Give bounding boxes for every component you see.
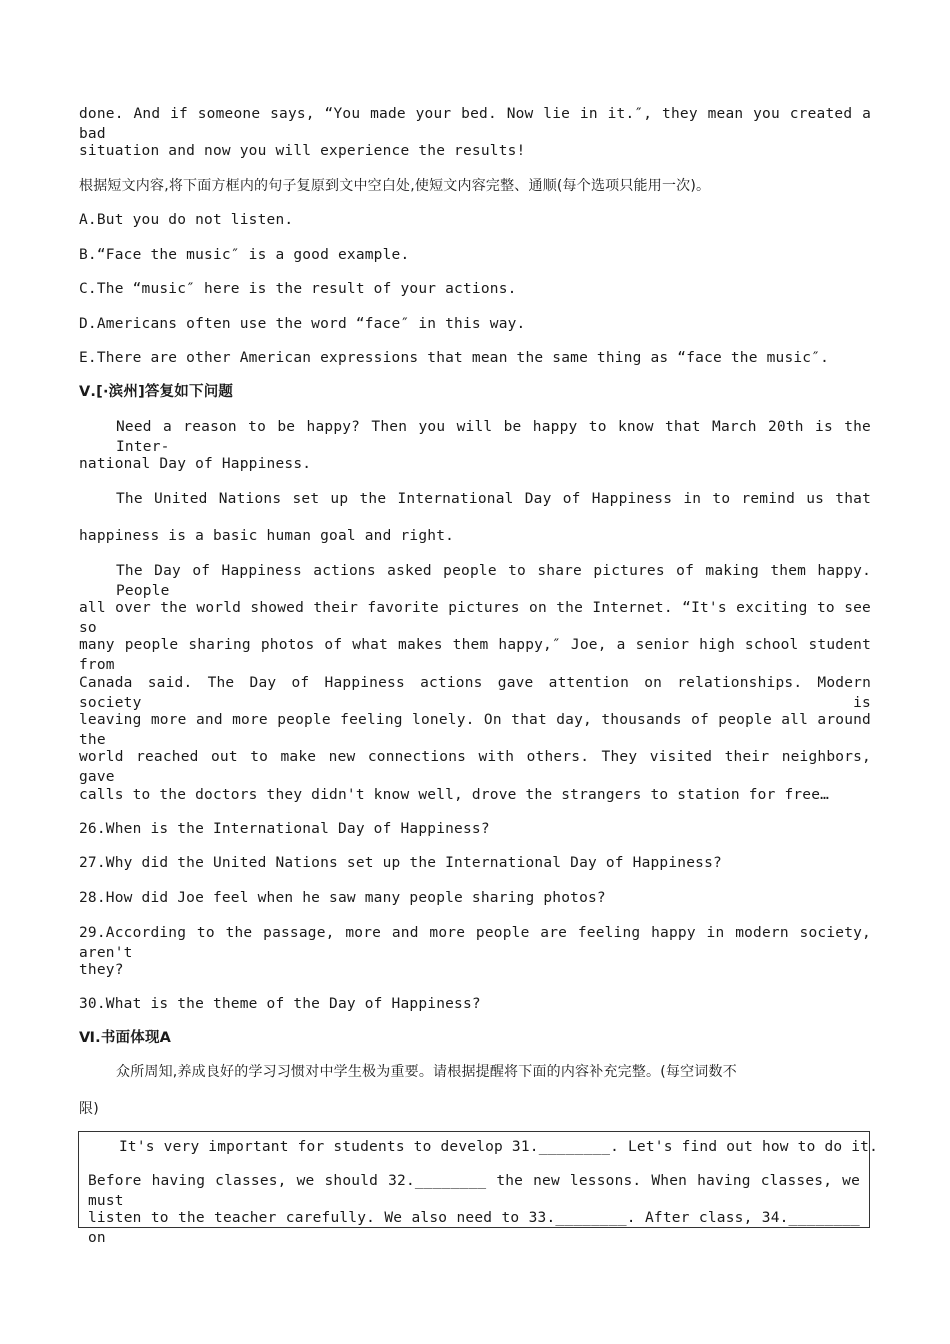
passage-line: many people sharing photos of what makes them happy,″ Joe, a senior high school student from — [79, 637, 871, 673]
option-d: D.Americans often use the word “face″ in this way. — [79, 316, 526, 332]
cloze-box — [78, 1131, 879, 1246]
passage-line: The United Nations set up the International Day of Happiness in to remind us that — [116, 491, 871, 507]
option-b: B.“Face the music″ is a good example. — [79, 247, 410, 263]
cloze-line: listen to the teacher carefully. We also need to 33.________. After class, 34.________ on — [88, 1210, 860, 1246]
passage-line: Canada said. The Day of Happiness actions gave attention on relationships. Modern society is — [79, 675, 871, 711]
option-e: E.There are other American expressions that mean the same thing as “face the music″. — [79, 350, 830, 366]
question-29: 29.According to the passage, more and more people are feeling happy in modern society, aren't — [79, 925, 871, 961]
writing-intro: 限) — [79, 1101, 99, 1117]
passage-line: national Day of Happiness. — [79, 456, 312, 472]
task-instruction: 根据短文内容,将下面方框内的句子复原到文中空白处,使短文内容完整、通顺(每个选项只能用一次)。 — [79, 178, 711, 194]
option-a: A.But you do not listen. — [79, 212, 294, 228]
passage-line: situation and now you will experience the results! — [79, 143, 526, 159]
question-27: 27.Why did the United Nations set up the International Day of Happiness? — [79, 855, 722, 871]
option-c: C.The “music″ here is the result of your actions. — [79, 281, 517, 297]
passage-line: world reached out to make new connections with others. They visited their neighbors, gave — [79, 749, 871, 785]
passage-line: all over the world showed their favorite pictures on the Internet. “It's exciting to see so — [79, 600, 871, 636]
cloze-line: Before having classes, we should 32.________ the new lessons. When having classes, we must — [88, 1173, 860, 1209]
question-28: 28.How did Joe feel when he saw many people sharing photos? — [79, 890, 606, 906]
cloze-line: It's very important for students to develop 31.________. Let's find out how to do it. — [119, 1139, 879, 1155]
section-vi-heading: Ⅵ.书面体现A — [79, 1030, 172, 1046]
section-v-heading: Ⅴ.[·滨州]答复如下问题 — [79, 384, 234, 400]
question-29-cont: they? — [79, 962, 124, 978]
passage-line: leaving more and more people feeling lonely. On that day, thousands of people all around the — [79, 712, 871, 748]
passage-line: done. And if someone says, “You made your bed. Now lie in it.″, they mean you created a bad — [79, 106, 871, 142]
passage-line: calls to the doctors they didn't know well, drove the strangers to station for free… — [79, 787, 830, 803]
question-30: 30.What is the theme of the Day of Happiness? — [79, 996, 481, 1012]
writing-intro: 众所周知,养成良好的学习习惯对中学生极为重要。请根据提醒将下面的内容补充完整。(每空词数不 — [116, 1064, 737, 1080]
question-26: 26.When is the International Day of Happiness? — [79, 821, 490, 837]
passage-line: Need a reason to be happy? Then you will be happy to know that March 20th is the Inter- — [116, 419, 871, 455]
passage-line: The Day of Happiness actions asked people to share pictures of making them happy. People — [116, 563, 871, 599]
passage-line: happiness is a basic human goal and right. — [79, 528, 455, 544]
